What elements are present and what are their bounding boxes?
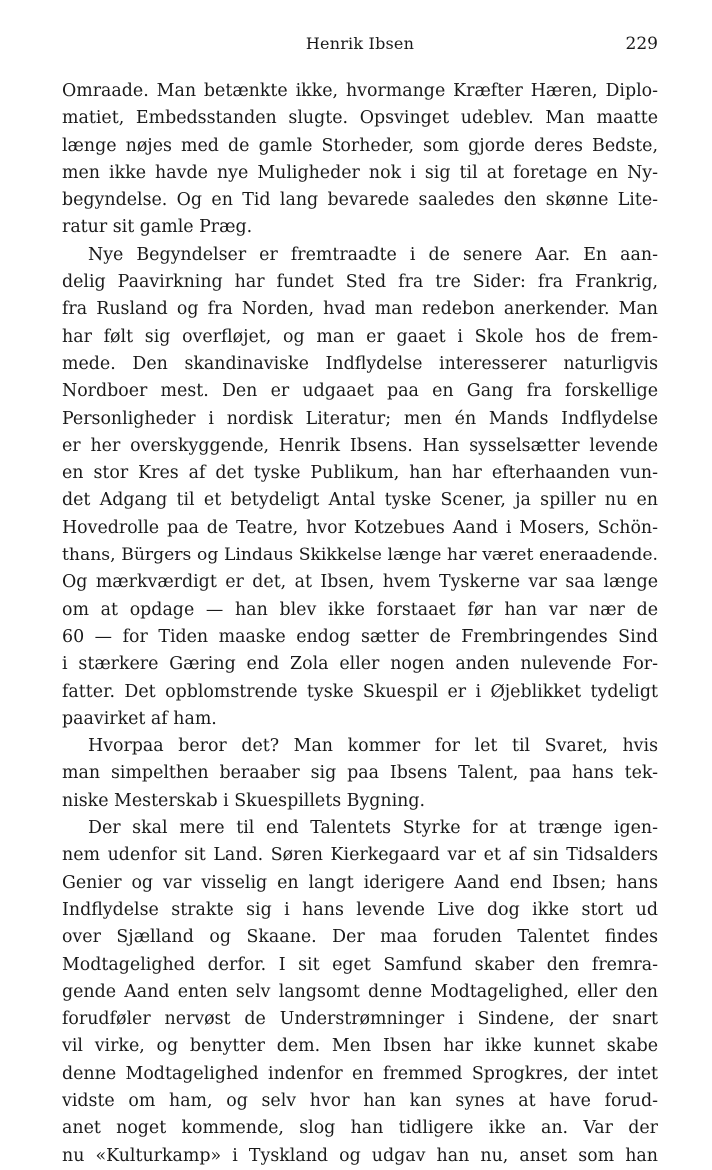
- running-title: Henrik Ibsen: [305, 34, 415, 53]
- text-line: fra Rusland og fra Norden, hvad man redebon anerkender. Man: [62, 299, 658, 320]
- text-line: denne Modtagelighed indenfor en fremmed Sprogkres, der intet: [62, 1063, 658, 1084]
- text-line: niske Mesterskab i Skuespillets Bygning.: [62, 790, 426, 811]
- text-line: gende Aand enten selv langsomt denne Modtagelighed, eller den: [62, 981, 658, 1002]
- text-line: Og mærkværdigt er det, at Ibsen, hvem Tyskerne var saa længe: [62, 572, 658, 593]
- text-line: om at opdage — han blev ikke forstaaet før han var nær de: [62, 599, 658, 620]
- text-line: Modtagelighed derfor. I sit eget Samfund skaber den fremra-: [62, 954, 658, 975]
- text-line: Nordboer mest. Den er udgaaet paa en Gang fra forskellige: [62, 381, 658, 402]
- text-line: delig Paavirkning har fundet Sted fra tre Sider: fra Frankrig,: [62, 272, 658, 293]
- text-line: Der skal mere til end Talentets Styrke for at trænge igen-: [88, 818, 658, 839]
- text-line: mede. Den skandinaviske Indflydelse interesserer naturligvis: [62, 353, 658, 374]
- text-line: Hvorpaa beror det? Man kommer for let til Svaret, hvis: [88, 736, 658, 757]
- text-line: har følt sig overfløjet, og man er gaaet i Skole hos de frem-: [62, 326, 658, 347]
- text-line: 60 — for Tiden maaske endog sætter de Frembringendes Sind: [62, 626, 658, 647]
- text-line: vidste om ham, og selv hvor han kan synes at have forud-: [62, 1090, 658, 1111]
- text-line: nu «Kulturkamp» i Tyskland og udgav han nu, anset som han: [62, 1145, 658, 1166]
- text-line: Personligheder i nordisk Literatur; men én Mands Indflydelse: [62, 408, 658, 429]
- text-line: i stærkere Gæring end Zola eller nogen anden nulevende For-: [62, 654, 658, 675]
- body-text: [62, 78, 658, 1170]
- running-head: [62, 34, 658, 60]
- text-line: Hovedrolle paa de Teatre, hvor Kotzebues Aand i Mosers, Schön-: [62, 517, 658, 538]
- text-line: matiet, Embedsstanden slugte. Opsvinget udeblev. Man maatte: [62, 108, 658, 129]
- text-line: fatter. Det opblomstrende tyske Skuespil er i Øjeblikket tydeligt: [62, 681, 658, 702]
- text-line: Genier og var visselig en langt iderigere Aand end Ibsen; hans: [62, 872, 658, 893]
- text-line: nem udenfor sit Land. Søren Kierkegaard var et af sin Tidsalders: [62, 845, 658, 866]
- text-line: en stor Kres af det tyske Publikum, han har efterhaanden vun-: [62, 463, 658, 484]
- text-line: anet noget kommende, slog han tidligere ikke an. Var der: [62, 1118, 658, 1139]
- text-line: ratur sit gamle Præg.: [62, 217, 253, 238]
- text-line: man simpelthen beraaber sig paa Ibsens Talent, paa hans tek-: [62, 763, 658, 784]
- text-line: Omraade. Man betænkte ikke, hvormange Kræfter Hæren, Diplo-: [62, 81, 658, 101]
- text-line: er her overskyggende, Henrik Ibsens. Han sysselsætter levende: [62, 435, 658, 456]
- text-line: Indflydelse strakte sig i hans levende Live dog ikke stort ud: [62, 899, 658, 920]
- text-line: længe nøjes med de gamle Storheder, som gjorde deres Bedste,: [62, 135, 658, 156]
- text-line: paavirket af ham.: [62, 708, 217, 729]
- text-line: over Sjælland og Skaane. Der maa foruden Talentet findes: [62, 927, 658, 948]
- text-line: begyndelse. Og en Tid lang bevarede saaledes den skønne Lite-: [62, 190, 658, 211]
- text-line: forudføler nervøst de Understrømninger i Sindene, der snart: [62, 1009, 658, 1030]
- text-line: men ikke havde nye Muligheder nok i sig til at foretage en Ny-: [62, 162, 658, 183]
- text-line: vil virke, og benytter dem. Men Ibsen har ikke kunnet skabe: [62, 1036, 658, 1057]
- text-line: det Adgang til et betydeligt Antal tyske Scener, ja spiller nu en: [62, 490, 658, 511]
- page-number: 229: [625, 34, 658, 54]
- text-line: thans, Bürgers og Lindaus Skikkelse længe har været eneraadende.: [62, 545, 658, 566]
- text-line: Nye Begyndelser er fremtraadte i de senere Aar. En aan-: [88, 244, 658, 265]
